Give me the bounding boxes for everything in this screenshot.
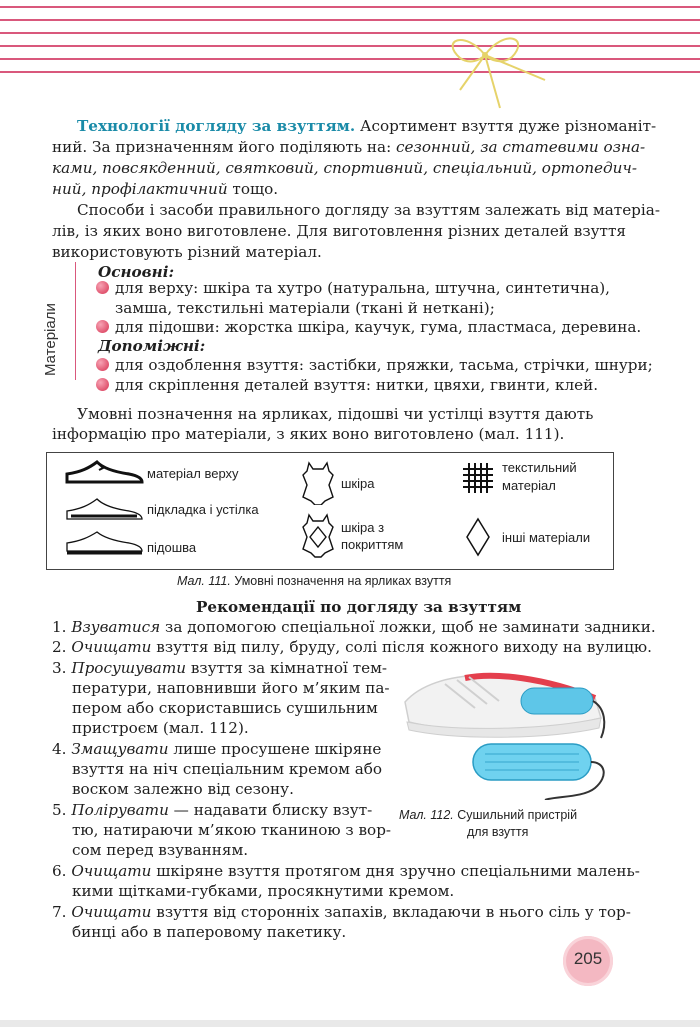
rec-item-1: 1. Взуватися за допомогою спеціальної ложки, щоб не заминати задники.: [52, 618, 656, 636]
figure-112-caption-line-2: для взуття: [467, 825, 529, 839]
page-number: 205: [573, 949, 603, 968]
rec-item-4-line-3: воском залежно від сезону.: [72, 780, 294, 798]
legend-coated-label-2: покриттям: [341, 537, 404, 552]
materials-main-title: Основні:: [98, 263, 175, 281]
coated-leather-icon: [301, 513, 335, 559]
intro-line-1: Технології догляду за взуттям. Асортимент взуття дуже різноманіт-: [77, 117, 657, 135]
other-materials-icon: [465, 517, 491, 557]
rec-item-4-line-2: взуття на ніч спеціальним кремом або: [72, 760, 383, 778]
page-footer-strip: [0, 1020, 700, 1027]
header-stripes: [0, 0, 700, 84]
para2-line-3: використовують різний матеріал.: [52, 243, 322, 261]
rec-item-3: 3. Просушувати взуття за кімнатної тем-: [52, 659, 388, 677]
section-heading: Технології догляду за взуттям.: [77, 117, 356, 135]
shoe-sole-icon: [63, 529, 145, 557]
para2-line-1: Способи і засоби правильного догляду за взуттям залежать від матеріа-: [77, 201, 660, 219]
bullet-icon: [96, 320, 109, 333]
legend-other-label: інші матеріали: [502, 530, 591, 545]
rec-item-6-line-2: кими щітками-губками, просякнутими кремом.: [72, 882, 455, 900]
materials-main-1a: для верху: шкіра та хутро (натуральна, штучна, синтетична),: [115, 279, 611, 297]
legend-lining-label: підкладка і устілка: [147, 502, 259, 517]
bullet-icon: [96, 378, 109, 391]
rec-item-3-line-3: пером або скориставшись сушильним: [72, 699, 378, 717]
rec-item-2: 2. Очищати взуття від пилу, бруду, солі після кожного виходу на вулицю.: [52, 638, 652, 656]
para2-line-2: лів, із яких воно виготовлене. Для виготовлення різних деталей взуття: [52, 222, 626, 240]
rec-item-4: 4. Змащувати лише просушене шкіряне: [52, 740, 382, 758]
intro-line-4: ний, профілактичний тощо.: [52, 180, 279, 198]
materials-aux-title: Допоміжні:: [98, 337, 206, 355]
shoe-lining-icon: [63, 495, 145, 523]
care-symbols-legend: [46, 452, 614, 570]
materials-main-2: для підошви: жорстка шкіра, каучук, гума, пластмаса, деревина.: [115, 318, 642, 336]
materials-side-label: [38, 262, 62, 380]
rec-item-5-line-3: сом перед взуванням.: [72, 841, 249, 859]
rec-item-3-line-2: ператури, наповнивши його м’яким па-: [72, 679, 390, 697]
rec-item-5: 5. Полірувати — надавати блиску взут-: [52, 801, 373, 819]
bullet-icon: [96, 358, 109, 371]
legend-leather-label: шкіра: [341, 476, 375, 491]
legend-sole-label: підошва: [147, 540, 197, 555]
para3-line-2: інформацію про матеріали, з яких воно виготовлено (мал. 111).: [52, 425, 565, 443]
ribbon-bow-icon: [430, 20, 550, 110]
rec-item-6: 6. Очищати шкіряне взуття протягом дня зручно спеціальними малень-: [52, 862, 640, 880]
materials-aux-1: для оздоблення взуття: застібки, пряжки, тасьма, стрічки, шнури;: [115, 356, 653, 374]
intro-line-2: ний. За призначенням його поділяють на: сезонний, за статевими озна-: [52, 138, 646, 156]
bullet-icon: [96, 281, 109, 294]
rec-item-3-line-4: пристроєм (мал. 112).: [72, 719, 249, 737]
para3-line-1: Умовні позначення на ярликах, підошві чи устілці взуття дають: [77, 405, 594, 423]
svg-text:Матеріали: Матеріали: [42, 303, 59, 376]
shoe-dryer-photo: [395, 658, 613, 800]
rec-item-7: 7. Очищати взуття від сторонніх запахів, вкладаючи в нього сіль у тор-: [52, 903, 631, 921]
materials-divider: [75, 262, 76, 380]
materials-main-1b: замша, текстильні матеріали (ткані й нетканi);: [115, 299, 495, 317]
textile-grid-icon: [461, 461, 495, 495]
shoe-upper-icon: [63, 458, 145, 486]
figure-111-caption: Мал. 111. Умовні позначення на ярликах взуття: [177, 574, 452, 588]
leather-hide-icon: [301, 461, 335, 505]
legend-textile-label-2: матеріал: [502, 478, 556, 493]
legend-coated-label-1: шкіра з: [341, 520, 385, 535]
rec-item-7-line-2: бинці або в паперовому пакетику.: [72, 923, 347, 941]
intro-line-3: ками, повсякденний, святковий, спортивний, спеціальний, ортопедич-: [52, 159, 637, 177]
figure-112-caption-line-1: Мал. 112. Сушильний пристрій: [399, 808, 578, 822]
page-number-badge: [563, 936, 613, 986]
materials-aux-2: для скріплення деталей взуття: нитки, цвяхи, гвинти, клей.: [115, 376, 599, 394]
legend-upper-label: матеріал верху: [147, 466, 239, 481]
rec-item-5-line-2: тю, натираючи м’якою тканиною з вор-: [72, 821, 392, 839]
recommendations-title: Рекомендації по догляду за взуттям: [196, 598, 522, 616]
legend-textile-label-1: текстильний: [502, 460, 577, 475]
